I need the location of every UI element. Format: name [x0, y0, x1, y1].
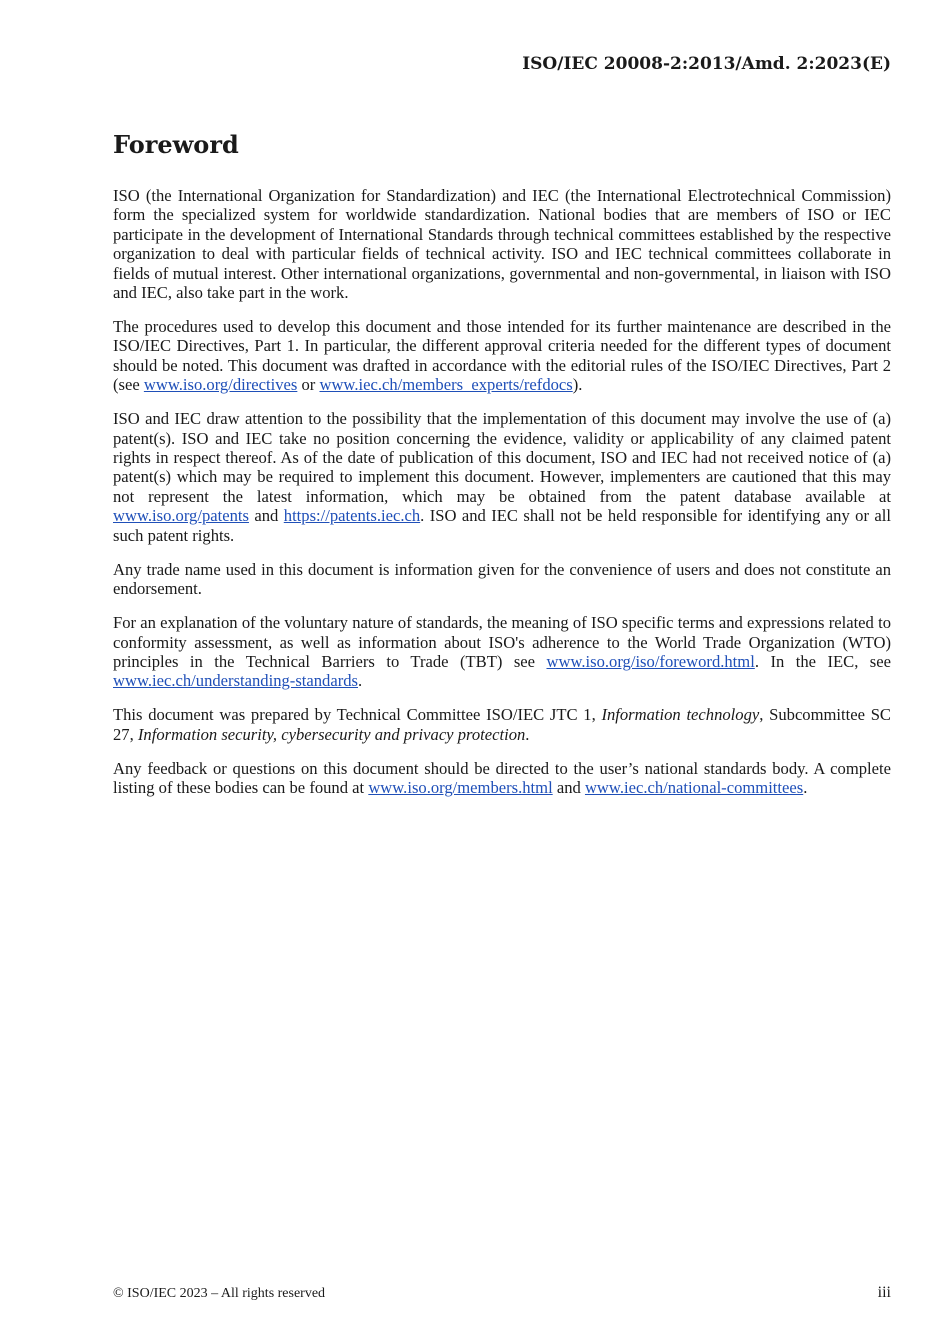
link-iso-directives[interactable]: www.iso.org/directives — [143, 375, 298, 395]
page-title: Foreword — [113, 130, 239, 159]
committee-name: Information technology — [601, 705, 760, 725]
paragraph-text: and — [552, 778, 585, 798]
paragraph-text: . — [803, 778, 808, 798]
copyright-notice: © ISO/IEC 2023 – All rights reserved — [113, 1286, 326, 1301]
paragraph-text: ISO and IEC draw attention to the possibility that the implementation of this document may involve the use of (a) patent(s). ISO and IEC take no position concerning the evidence, validity or applicability of any claimed patent rights in respect thereof. As of the date of publication of this document, ISO and IEC had not received notice of (a) patent(s) which may be required to implement this document. However, implementers are cautioned that this may not represent the latest information, which may be obtained from the patent database available at — [113, 409, 891, 506]
page-number: iii — [877, 1284, 891, 1301]
paragraph-feedback — [113, 759, 891, 798]
link-iso-foreword[interactable]: www.iso.org/iso/foreword.html — [546, 651, 755, 671]
link-iso-patents[interactable]: www.iso.org/patents — [113, 506, 249, 526]
subcommittee-name: Information security, cybersecurity and privacy protection — [137, 724, 526, 744]
paragraph-text: . ISO and IEC shall not be held responsible for identifying any or all such patent rights. — [113, 506, 891, 545]
paragraph-trade-name: Any trade name used in this document is information given for the convenience of users and does not constitute an endorsement. — [113, 559, 891, 599]
link-iso-members[interactable]: www.iso.org/members.html — [368, 778, 553, 798]
paragraph-iso-iec-intro: ISO (the International Organization for Standardization) and IEC (the International Electrotechnical Commission) form the specialized system for worldwide standardization. National bodies that are members of ISO or IEC participate in the development of International Standards through technical committees established by the respective organization to deal with particular fields of technical activity. ISO and IEC technical committees collaborate in fields of mutual interest. Other international organizations, governmental and non-governmental, in liaison with ISO and IEC, also take part in the work. — [113, 186, 891, 303]
paragraph-text: For an explanation of the voluntary nature of standards, the meaning of ISO specific terms and expressions related to conformity assessment, as well as information about ISO's adherence to the World Trade Organization (WTO) principles in the Technical Barriers to Trade (TBT) see — [113, 613, 891, 671]
paragraph-text: , Subcommittee SC 27, — [113, 705, 891, 744]
link-iec-national-committees[interactable]: www.iec.ch/national-committees — [584, 778, 804, 798]
paragraph-text: . — [358, 671, 363, 691]
paragraph-text: Any feedback or questions on this document should be directed to the user’s national standards body. A complete listing of these bodies can be found at — [113, 758, 891, 798]
paragraph-text: ). — [572, 375, 583, 395]
link-iec-patents[interactable]: https://patents.iec.ch — [283, 506, 421, 526]
paragraph-voluntary-nature — [113, 613, 891, 691]
paragraph-text: and — [248, 506, 284, 526]
paragraph-text: . In the IEC, see — [754, 651, 891, 671]
paragraph-text: The procedures used to develop this document and those intended for its further maintenance are described in the ISO/IEC Directives, Part 1. In particular, the different approval criteria needed for the different types of document should be noted. This document was drafted in accordance with the editorial rules of the ISO/IEC Directives, Part 2 (see — [113, 317, 891, 395]
paragraph-text: This document was prepared by Technical Committee ISO/IEC JTC 1, — [113, 705, 602, 725]
paragraph-patents — [113, 409, 891, 545]
paragraph-text: . — [525, 724, 530, 744]
document-reference: ISO/IEC 20008-2:2013/Amd. 2:2023(E) — [522, 54, 891, 74]
paragraph-text: or — [297, 375, 320, 395]
paragraph-committee — [113, 705, 891, 744]
paragraph-procedures — [113, 317, 891, 395]
link-iec-understanding-standards[interactable]: www.iec.ch/understanding-standards — [113, 671, 358, 691]
foreword-body — [113, 186, 891, 812]
link-iec-refdocs[interactable]: www.iec.ch/members_experts/refdocs — [319, 375, 573, 395]
